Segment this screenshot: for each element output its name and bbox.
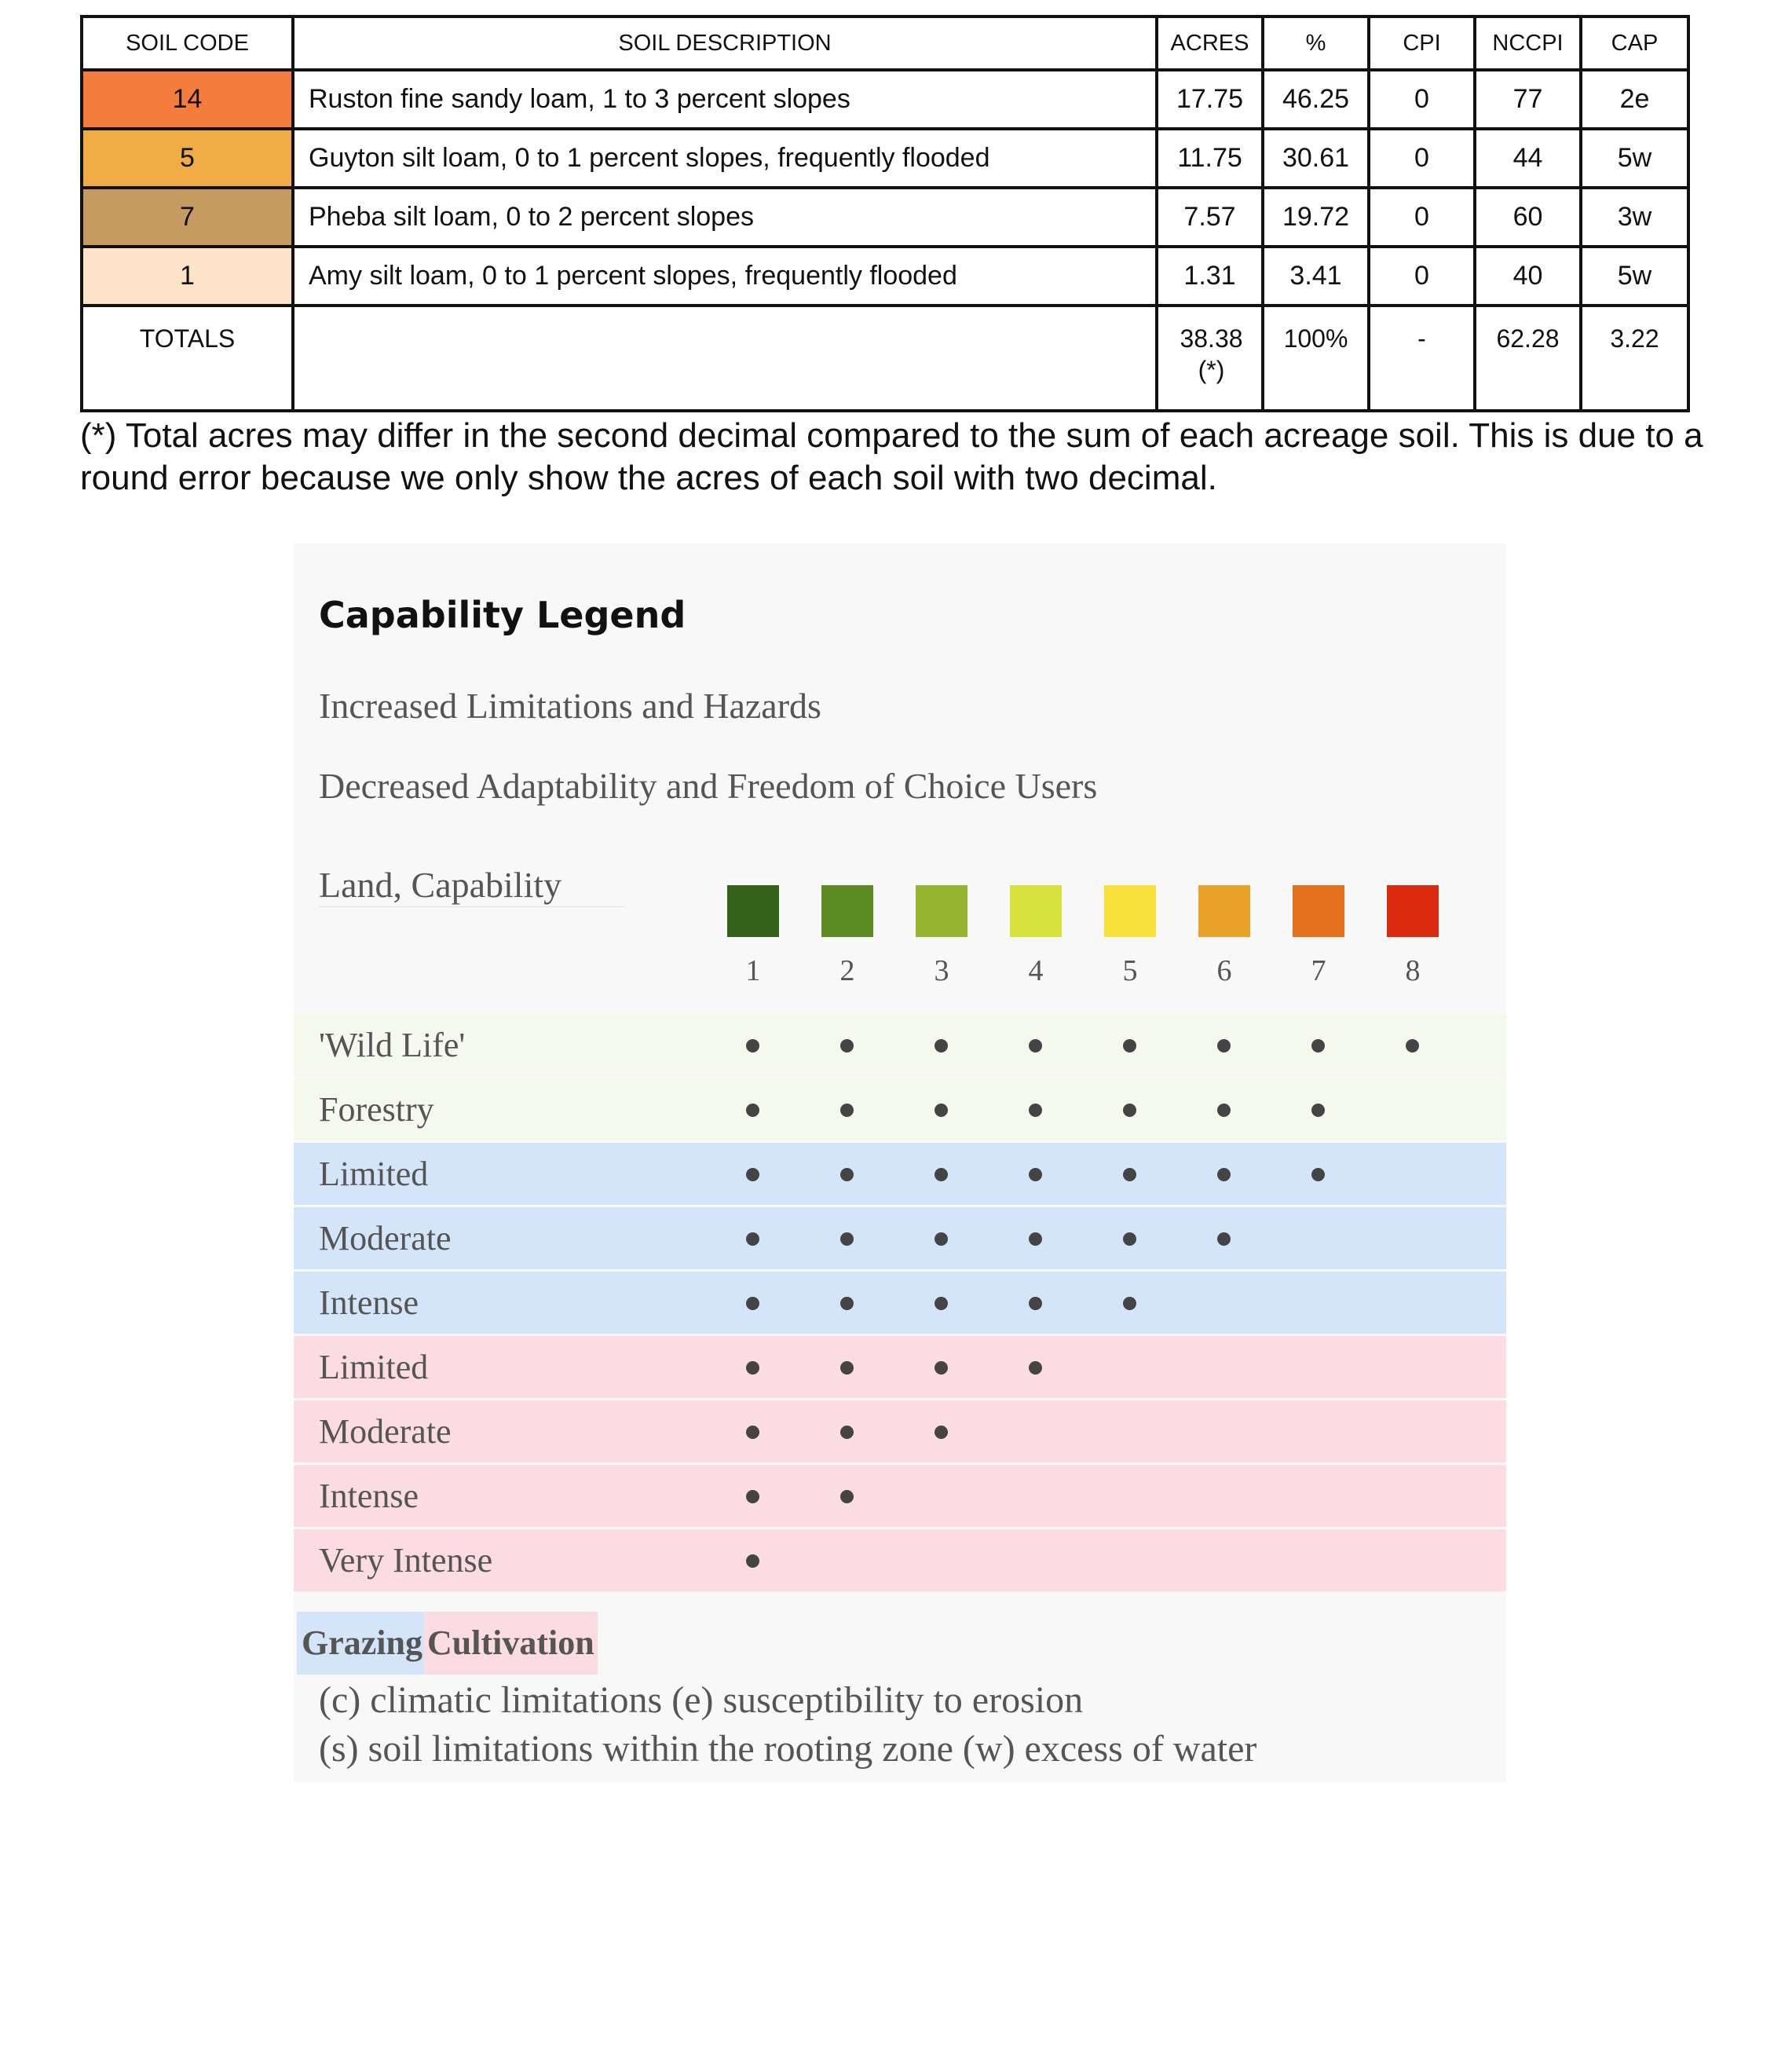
acres-cell: 11.75 [1157,129,1263,188]
capability-dot [1029,1104,1042,1117]
totals-row [82,306,1688,411]
table-row [82,70,1688,129]
capability-dot [840,1490,854,1503]
capability-class-6-swatch [1198,885,1250,937]
totals-cpi: - [1369,306,1475,411]
legend-note-climatic-erosion: (c) climatic limitations (e) susceptibility to erosion [319,1679,1084,1721]
capability-dot [840,1361,854,1375]
percent-cell: 30.61 [1263,129,1369,188]
percent-cell: 19.72 [1263,188,1369,247]
capability-class-number: 1 [745,954,761,987]
capability-class-number: 3 [934,954,949,987]
capability-dot [746,1361,759,1375]
cap-cell: 3w [1581,188,1688,247]
capability-class-5-swatch [1104,885,1156,937]
table-row [82,129,1688,188]
legend-row-cult [294,1465,1506,1527]
capability-class-3-swatch [916,885,967,937]
capability-dot [935,1297,948,1310]
capability-dot [840,1232,854,1246]
capability-dot [1217,1232,1231,1246]
legend-row-label: Intense [319,1477,419,1515]
header-acres: ACRES [1157,16,1263,70]
legend-row-label: Very Intense [319,1541,493,1580]
capability-dot [935,1232,948,1246]
acres-cell: 1.31 [1157,247,1263,306]
capability-dot [1123,1297,1136,1310]
header-cap: CAP [1581,16,1688,70]
legend-note-soil-water: (s) soil limitations within the rooting zone (w) excess of water [319,1728,1257,1770]
legend-row-cult [294,1336,1506,1398]
capability-dot [840,1104,854,1117]
acres-cell: 7.57 [1157,188,1263,247]
capability-dot [746,1490,759,1503]
capability-class-number: 8 [1405,954,1421,987]
legend-title: Capability Legend [319,594,686,636]
capability-dot [1029,1361,1042,1375]
capability-legend [294,544,1506,1782]
legend-row-label: Forestry [319,1090,434,1129]
capability-dot [746,1426,759,1439]
soil-description-cell: Pheba silt loam, 0 to 2 percent slopes [293,188,1157,247]
capability-class-number: 4 [1028,954,1044,987]
capability-dot [1123,1168,1136,1181]
cpi-cell: 0 [1369,188,1475,247]
cap-cell: 2e [1581,70,1688,129]
cpi-cell: 0 [1369,129,1475,188]
capability-class-1-swatch [727,885,779,937]
capability-dot [746,1168,759,1181]
capability-class-number: 6 [1216,954,1232,987]
header-cpi: CPI [1369,16,1475,70]
nccpi-cell: 60 [1475,188,1581,247]
cap-cell: 5w [1581,129,1688,188]
capability-dot [1029,1297,1042,1310]
acres-cell: 17.75 [1157,70,1263,129]
capability-dot [1029,1232,1042,1246]
legend-row-label: Limited [319,1348,429,1386]
capability-dot [840,1168,854,1181]
capability-class-8-swatch [1387,885,1439,937]
cap-cell: 5w [1581,247,1688,306]
capability-dot [1029,1168,1042,1181]
capability-dot [1311,1168,1325,1181]
cpi-cell: 0 [1369,70,1475,129]
table-row [82,188,1688,247]
capability-dot [1311,1104,1325,1117]
capability-class-7-swatch [1293,885,1344,937]
legend-row-label: Intense [319,1283,419,1322]
soil-description-cell: Amy silt loam, 0 to 1 percent slopes, frequently flooded [293,247,1157,306]
totals-cap: 3.22 [1581,306,1688,411]
soil-code-cell: 5 [82,129,293,188]
capability-dot [840,1426,854,1439]
legend-adaptability-text: Decreased Adaptability and Freedom of Choice Users [319,766,1098,806]
legend-row-graze [294,1207,1506,1269]
soil-description-cell: Ruston fine sandy loam, 1 to 3 percent slopes [293,70,1157,129]
soil-code-cell: 14 [82,70,293,129]
table-row [82,247,1688,306]
percent-cell: 3.41 [1263,247,1369,306]
header-soil-description: SOIL DESCRIPTION [293,16,1157,70]
legend-row-graze [294,1143,1506,1205]
capability-class-2-swatch [821,885,873,937]
divider [319,906,625,907]
totals-label: TOTALS [82,306,293,411]
grazing-key: Grazing [297,1612,427,1675]
totals-nccpi: 62.28 [1475,306,1581,411]
legend-row-graze [294,1272,1506,1334]
capability-dot [1406,1039,1419,1052]
legend-row-cult [294,1400,1506,1462]
capability-dot [1029,1039,1042,1052]
capability-dot [935,1361,948,1375]
capability-dot [935,1426,948,1439]
soil-code-cell: 1 [82,247,293,306]
capability-dot [1217,1168,1231,1181]
capability-dot [746,1039,759,1052]
legend-row-cult [294,1529,1506,1591]
capability-dot [746,1104,759,1117]
totals-percent: 100% [1263,306,1369,411]
capability-dot [1311,1039,1325,1052]
table-header-row [82,16,1688,70]
capability-class-4-swatch [1010,885,1062,937]
legend-land-capability-label: Land, Capability [319,865,562,905]
capability-class-number: 7 [1311,954,1326,987]
legend-row-label: 'Wild Life' [319,1026,466,1064]
legend-row-wild [294,1014,1506,1076]
capability-dot [935,1039,948,1052]
soil-table [80,15,1690,412]
capability-dot [840,1297,854,1310]
legend-limitations-text: Increased Limitations and Hazards [319,686,821,726]
header-soil-code: SOIL CODE [82,16,293,70]
capability-dot [746,1297,759,1310]
capability-dot [840,1039,854,1052]
legend-row-label: Moderate [319,1219,452,1257]
nccpi-cell: 44 [1475,129,1581,188]
capability-dot [746,1232,759,1246]
cpi-cell: 0 [1369,247,1475,306]
nccpi-cell: 40 [1475,247,1581,306]
capability-dot [1217,1039,1231,1052]
capability-dot [1123,1104,1136,1117]
totals-description [293,306,1157,411]
soil-description-cell: Guyton silt loam, 0 to 1 percent slopes, frequently flooded [293,129,1157,188]
capability-dot [1123,1039,1136,1052]
cultivation-key: Cultivation [424,1612,598,1675]
percent-cell: 46.25 [1263,70,1369,129]
capability-dot [746,1554,759,1568]
legend-row-label: Limited [319,1155,429,1193]
totals-acres: 38.38(*) [1157,306,1263,411]
capability-class-number: 5 [1122,954,1138,987]
header-nccpi: NCCPI [1475,16,1581,70]
header-percent: % [1263,16,1369,70]
capability-class-number: 2 [839,954,855,987]
capability-dot [1217,1104,1231,1117]
capability-dot [935,1168,948,1181]
acreage-footnote: (*) Total acres may differ in the second decimal compared to the sum of each acreage soil. This is due to a round error because we only show the acres of each soil with two decimal. [80,416,1703,497]
legend-row-wild [294,1078,1506,1140]
soil-code-cell: 7 [82,188,293,247]
capability-dot [935,1104,948,1117]
legend-row-label: Moderate [319,1412,452,1451]
capability-dot [1123,1232,1136,1246]
nccpi-cell: 77 [1475,70,1581,129]
